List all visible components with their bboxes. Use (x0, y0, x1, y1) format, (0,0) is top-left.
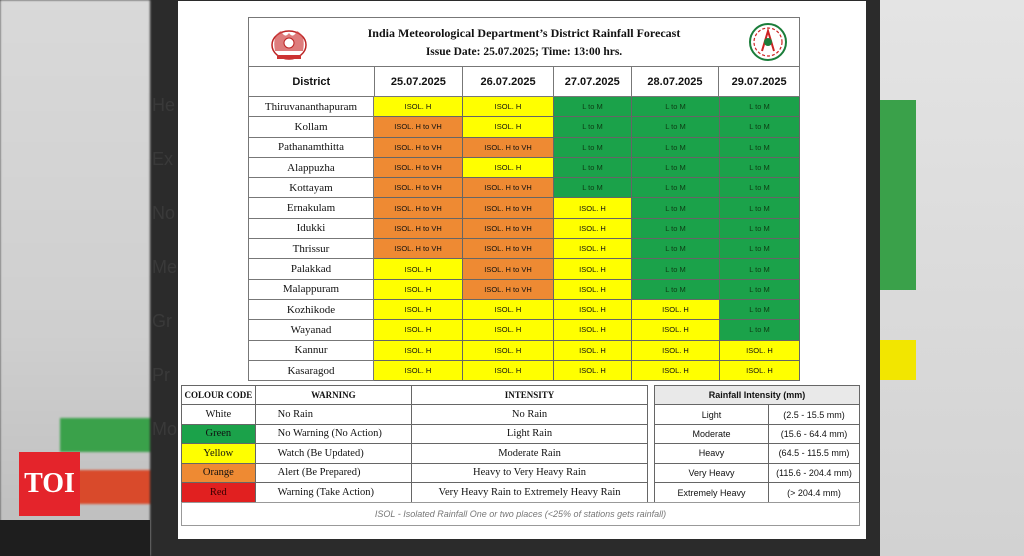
forecast-cell: ISOL. H to VH (374, 219, 463, 239)
intensity-row (655, 444, 859, 463)
background-yellow-strip (880, 340, 916, 380)
forecast-cell: L to M (720, 198, 800, 218)
district-name: Kottayam (248, 178, 374, 198)
legend-colour-swatch: Yellow (182, 444, 256, 462)
forecast-cell: L to M (632, 97, 720, 117)
forecast-cell: ISOL. H (554, 259, 632, 279)
intensity-range: (2.5 - 15.5 mm) (783, 409, 845, 420)
background-side-word: Me (152, 257, 178, 277)
forecast-cell: L to M (632, 259, 720, 279)
column-header-date: 26.07.2025 (463, 67, 554, 96)
forecast-cell: ISOL. H (463, 97, 554, 117)
forecast-cell: ISOL. H (554, 341, 632, 361)
legend-intensity: Very Heavy Rain to Extremely Heavy Rain (438, 487, 621, 499)
forecast-cell: L to M (554, 158, 632, 178)
forecast-cell: ISOL. H to VH (374, 158, 463, 178)
district-name: Thiruvananthapuram (248, 97, 374, 117)
intensity-range: (115.6 - 204.4 mm) (776, 467, 852, 478)
column-header-date: 27.07.2025 (554, 67, 632, 96)
background-side-words (152, 78, 177, 456)
forecast-row (248, 178, 800, 198)
legend-header-code: COLOUR CODE (182, 386, 256, 404)
forecast-cell: ISOL. H to VH (463, 178, 554, 198)
legend-row (182, 464, 647, 483)
forecast-cell: ISOL. H (554, 280, 632, 300)
issue-date: Issue Date: 25.07.2025; Time: 13:00 hrs. (425, 46, 623, 58)
forecast-cell: L to M (720, 97, 800, 117)
legend-colour-swatch: Green (182, 425, 256, 443)
forecast-cell: L to M (720, 320, 800, 340)
forecast-cell: L to M (632, 158, 720, 178)
forecast-row (248, 117, 800, 137)
background-side-word: He (152, 95, 176, 115)
forecast-cell: L to M (632, 138, 720, 158)
column-header-date: 25.07.2025 (375, 67, 464, 96)
legend-warning: Warning (Take Action) (256, 483, 412, 502)
forecast-cell: ISOL. H (554, 198, 632, 218)
forecast-cell: L to M (720, 280, 800, 300)
intensity-range: (15.6 - 64.4 mm) (780, 428, 848, 439)
forecast-cell: L to M (720, 117, 800, 137)
forecast-cell: ISOL. H (554, 361, 632, 381)
forecast-cell: ISOL. H to VH (463, 259, 554, 279)
legend-intensity: Heavy to Very Heavy Rain (473, 467, 586, 479)
forecast-cell: ISOL. H (374, 320, 463, 340)
forecast-cell: ISOL. H (374, 361, 463, 381)
forecast-cell: ISOL. H to VH (463, 280, 554, 300)
legend-warning: No Rain (256, 405, 412, 423)
legend-intensity: No Rain (511, 409, 548, 421)
background-right-panel (880, 0, 1024, 556)
district-name: Alappuzha (248, 158, 374, 178)
legend-intensity: Light Rain (506, 428, 553, 440)
forecast-cell: ISOL. H (554, 239, 632, 259)
forecast-cell: ISOL. H (554, 320, 632, 340)
forecast-cell: ISOL. H to VH (374, 239, 463, 259)
rainfall-intensity-title-row (655, 386, 859, 405)
intensity-name: Very Heavy (655, 464, 769, 482)
forecast-cell: L to M (632, 239, 720, 259)
forecast-cell: ISOL. H (632, 361, 720, 381)
forecast-cell: L to M (720, 178, 800, 198)
forecast-cell: ISOL. H (374, 300, 463, 320)
district-name: Kozhikode (248, 300, 374, 320)
legend-header-row (182, 386, 647, 405)
legend-colour-swatch: Red (182, 483, 256, 502)
forecast-row (248, 239, 800, 259)
forecast-cell: L to M (554, 97, 632, 117)
forecast-cell: L to M (632, 280, 720, 300)
district-name: Palakkad (248, 259, 374, 279)
background-green-strip (880, 100, 916, 290)
district-name: Kollam (248, 117, 374, 137)
intensity-row (655, 464, 859, 483)
background-side-word: Ex (152, 149, 174, 169)
intensity-name: Light (655, 405, 769, 423)
forecast-cell: ISOL. H (463, 361, 554, 381)
legend-header-intensity: INTENSITY (504, 390, 555, 401)
forecast-row (248, 219, 800, 239)
district-name: Idukki (248, 219, 374, 239)
forecast-row (248, 280, 800, 300)
legend-row (182, 444, 647, 463)
forecast-row (248, 259, 800, 279)
legend-row (182, 483, 647, 502)
legend-body (182, 405, 647, 502)
background-bottom-bar (0, 520, 150, 556)
forecast-cell: L to M (632, 117, 720, 137)
forecast-cell: ISOL. H (463, 341, 554, 361)
district-name: Pathanamthitta (248, 138, 374, 158)
legend-row (182, 425, 647, 444)
intensity-row (655, 405, 859, 424)
forecast-cell: L to M (554, 178, 632, 198)
forecast-cell: L to M (720, 219, 800, 239)
legend-colour-swatch: Orange (182, 464, 256, 482)
legend-row (182, 405, 647, 424)
forecast-cell: ISOL. H (463, 158, 554, 178)
forecast-cell: ISOL. H (720, 361, 800, 381)
legend-colour-swatch: White (182, 405, 256, 423)
forecast-row (248, 198, 800, 218)
forecast-cell: L to M (632, 178, 720, 198)
intensity-name: Extremely Heavy (655, 483, 769, 502)
legend-intensity: Moderate Rain (498, 447, 561, 459)
forecast-cell: ISOL. H to VH (374, 117, 463, 137)
forecast-cell: L to M (720, 138, 800, 158)
district-name: Ernakulam (248, 198, 374, 218)
forecast-cell: L to M (720, 158, 800, 178)
forecast-cell: ISOL. H (463, 300, 554, 320)
district-name: Wayanad (248, 320, 374, 340)
forecast-cell: L to M (632, 219, 720, 239)
intensity-name: Moderate (655, 425, 769, 443)
forecast-cell: ISOL. H (632, 320, 720, 340)
intensity-range: (> 204.4 mm) (787, 487, 841, 498)
legend-warning: Watch (Be Updated) (256, 444, 412, 462)
forecast-cell: ISOL. H to VH (374, 178, 463, 198)
forecast-cell: ISOL. H (554, 219, 632, 239)
forecast-row (248, 320, 800, 340)
forecast-cell: ISOL. H to VH (463, 219, 554, 239)
forecast-cell: ISOL. H (463, 117, 554, 137)
colour-code-legend (181, 385, 648, 503)
forecast-cell: L to M (720, 239, 800, 259)
forecast-cell: ISOL. H (632, 300, 720, 320)
background-side-word: Gr (152, 311, 172, 331)
isol-footnote: ISOL - Isolated Rainfall One or two places (<25% of stations gets rainfall) (181, 502, 860, 526)
forecast-table-body (248, 97, 800, 381)
intensity-row (655, 483, 859, 502)
forecast-row (248, 138, 800, 158)
forecast-cell: ISOL. H to VH (463, 138, 554, 158)
intensity-name: Heavy (655, 444, 769, 462)
district-name: Malappuram (248, 280, 374, 300)
forecast-cell: ISOL. H (374, 97, 463, 117)
intensity-range: (64.5 - 115.5 mm) (778, 448, 850, 459)
document-header (248, 17, 800, 67)
forecast-cell: L to M (720, 300, 800, 320)
forecast-row (248, 158, 800, 178)
column-header-date: 29.07.2025 (731, 75, 787, 88)
forecast-cell: L to M (632, 198, 720, 218)
forecast-cell: ISOL. H to VH (374, 138, 463, 158)
forecast-row (248, 97, 800, 117)
toi-logo: TOI (19, 452, 80, 516)
forecast-row (248, 341, 800, 361)
forecast-cell: ISOL. H (374, 259, 463, 279)
forecast-row (248, 361, 800, 381)
forecast-table (248, 67, 800, 381)
forecast-cell: ISOL. H (374, 280, 463, 300)
background-green-strip (60, 418, 150, 452)
forecast-cell: ISOL. H to VH (374, 198, 463, 218)
forecast-row (248, 300, 800, 320)
legend-header-warning: WARNING (256, 386, 412, 404)
district-name: Kannur (248, 341, 374, 361)
imd-logo-icon (747, 21, 789, 63)
forecast-cell: ISOL. H (554, 300, 632, 320)
forecast-cell: L to M (554, 138, 632, 158)
forecast-cell: ISOL. H (463, 320, 554, 340)
forecast-cell: ISOL. H to VH (463, 239, 554, 259)
legend-warning: Alert (Be Prepared) (256, 464, 412, 482)
background-side-word: No (152, 203, 176, 223)
intensity-row (655, 425, 859, 444)
forecast-cell: L to M (720, 259, 800, 279)
forecast-table-header (248, 67, 800, 97)
rainfall-intensity-body (655, 405, 859, 502)
column-header-district: District (249, 67, 375, 96)
column-header-date: 28.07.2025 (632, 67, 720, 96)
rainfall-intensity-title: Rainfall Intensity (mm) (708, 390, 806, 401)
forecast-cell: ISOL. H (632, 341, 720, 361)
district-name: Thrissur (248, 239, 374, 259)
forecast-cell: ISOL. H (720, 341, 800, 361)
document-title: India Meteorological Department’s District Rainfall Forecast (367, 26, 681, 40)
background-side-word: Pr (152, 365, 170, 385)
forecast-cell: L to M (554, 117, 632, 137)
forecast-cell: ISOL. H (374, 341, 463, 361)
legend-warning: No Warning (No Action) (256, 425, 412, 443)
rainfall-intensity-table (654, 385, 860, 503)
district-name: Kasaragod (248, 361, 374, 381)
forecast-cell: ISOL. H to VH (463, 198, 554, 218)
background-side-word: Mo (152, 419, 178, 439)
